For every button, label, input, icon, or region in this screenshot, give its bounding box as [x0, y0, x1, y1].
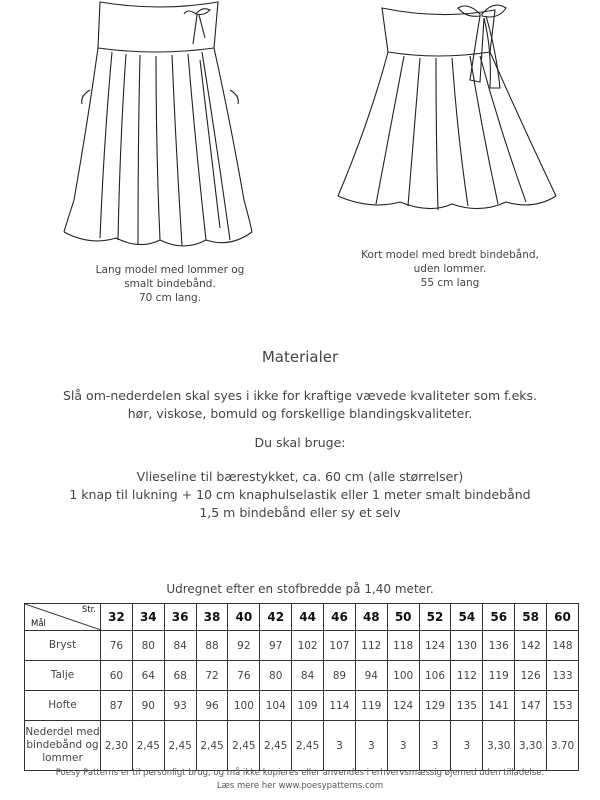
materials-intro: Slå om-nederdelen skal syes i ikke for kraftige vævede kvaliteter som f.eks. hør, viskose, bomuld og forskellige blandingskvaliteter. — [63, 388, 537, 421]
table-cell: 80 — [132, 631, 164, 661]
table-cell: 100 — [387, 661, 419, 691]
size-header: 38 — [196, 604, 228, 631]
row-label: Bryst — [25, 631, 101, 661]
table-cell: 100 — [228, 691, 260, 721]
table-cell: 64 — [132, 661, 164, 691]
table-cell: 2,45 — [132, 721, 164, 771]
measurement-row — [25, 691, 579, 721]
table-cell: 142 — [515, 631, 547, 661]
table-cell: 94 — [355, 661, 387, 691]
table-cell: 141 — [483, 691, 515, 721]
size-header-row — [25, 604, 579, 631]
left-illustration-caption: Lang model med lommer og smalt bindebånd. 70 cm lang. — [95, 264, 245, 304]
row-label: Nederdel med bindebånd og lommer — [25, 721, 101, 771]
footer — [0, 767, 600, 793]
table-cell: 124 — [419, 631, 451, 661]
table-cell: 2,45 — [260, 721, 292, 771]
table-cell: 89 — [324, 661, 356, 691]
table-cell: 84 — [292, 661, 324, 691]
table-cell: 2,45 — [164, 721, 196, 771]
table-cell: 135 — [451, 691, 483, 721]
size-header: 32 — [101, 604, 133, 631]
table-cell: 106 — [419, 661, 451, 691]
table-cell: 97 — [260, 631, 292, 661]
table-cell: 60 — [101, 661, 133, 691]
table-cell: 124 — [387, 691, 419, 721]
table-cell: 2,45 — [228, 721, 260, 771]
size-table — [24, 603, 579, 771]
size-header: 46 — [324, 604, 356, 631]
table-cell: 119 — [483, 661, 515, 691]
size-header: 36 — [164, 604, 196, 631]
table-cell: 84 — [164, 631, 196, 661]
materials-list — [0, 468, 600, 522]
use-heading: Du skal bruge: — [254, 435, 346, 450]
table-cell: 130 — [451, 631, 483, 661]
measurement-row — [25, 721, 579, 771]
long-skirt-illustration — [60, 0, 260, 255]
table-cell: 3,30 — [515, 721, 547, 771]
table-cell: 72 — [196, 661, 228, 691]
materials-item: 1 knap til lukning + 10 cm knaphulselastik eller 1 meter smalt bindebånd — [69, 487, 531, 502]
size-header: 50 — [387, 604, 419, 631]
size-header: 42 — [260, 604, 292, 631]
size-header: 48 — [355, 604, 387, 631]
size-header: 44 — [292, 604, 324, 631]
row-label: Hofte — [25, 691, 101, 721]
table-cell: 119 — [355, 691, 387, 721]
size-header: 40 — [228, 604, 260, 631]
size-header: 34 — [132, 604, 164, 631]
table-cell: 80 — [260, 661, 292, 691]
table-cell: 3.70 — [547, 721, 579, 771]
size-axis-label: Str. — [81, 605, 96, 615]
size-header: 58 — [515, 604, 547, 631]
table-cell: 3,30 — [483, 721, 515, 771]
table-cell: 102 — [292, 631, 324, 661]
measurement-row — [25, 661, 579, 691]
table-cell: 104 — [260, 691, 292, 721]
table-cell: 68 — [164, 661, 196, 691]
table-caption: Udregnet efter en stofbredde på 1,40 meter. — [166, 582, 434, 596]
table-cell: 107 — [324, 631, 356, 661]
table-cell: 2,45 — [292, 721, 324, 771]
table-cell: 148 — [547, 631, 579, 661]
table-cell: 2,30 — [101, 721, 133, 771]
materials-heading: Materialer — [261, 348, 339, 366]
website-notice: Læs mere her www.poesypatterns.com — [216, 781, 384, 791]
table-cell: 3 — [355, 721, 387, 771]
size-header: 54 — [451, 604, 483, 631]
table-cell: 147 — [515, 691, 547, 721]
table-cell: 3 — [387, 721, 419, 771]
table-cell: 109 — [292, 691, 324, 721]
size-header: 60 — [547, 604, 579, 631]
table-cell: 3 — [419, 721, 451, 771]
right-illustration-caption: Kort model med bredt bindebånd, uden lommer. 55 cm lang — [361, 249, 539, 289]
table-cell: 136 — [483, 631, 515, 661]
row-label: Talje — [25, 661, 101, 691]
table-cell: 118 — [387, 631, 419, 661]
table-cell: 3 — [451, 721, 483, 771]
copyright-notice: Poesy Patterns er til personligt brug, og må ikke kopieres eller anvendes i erhvervsmæssig øjemed uden tilladelse. — [55, 768, 545, 778]
table-cell: 133 — [547, 661, 579, 691]
short-skirt-illustration — [330, 0, 570, 225]
table-cell: 126 — [515, 661, 547, 691]
table-cell: 96 — [196, 691, 228, 721]
table-cell: 129 — [419, 691, 451, 721]
table-cell: 114 — [324, 691, 356, 721]
table-cell: 112 — [451, 661, 483, 691]
table-cell: 2,45 — [196, 721, 228, 771]
table-cell: 76 — [228, 661, 260, 691]
corner-cell — [25, 604, 101, 631]
table-cell: 3 — [324, 721, 356, 771]
materials-item: Vlieseline til bærestykket, ca. 60 cm (alle størrelser) — [136, 469, 464, 484]
table-cell: 92 — [228, 631, 260, 661]
table-cell: 153 — [547, 691, 579, 721]
measure-axis-label: Mål — [31, 619, 46, 629]
table-cell: 76 — [101, 631, 133, 661]
materials-item: 1,5 m bindebånd eller sy et selv — [199, 505, 401, 520]
size-header: 52 — [419, 604, 451, 631]
table-cell: 93 — [164, 691, 196, 721]
table-cell: 112 — [355, 631, 387, 661]
measurement-row — [25, 631, 579, 661]
table-cell: 87 — [101, 691, 133, 721]
size-header: 56 — [483, 604, 515, 631]
table-cell: 90 — [132, 691, 164, 721]
table-cell: 88 — [196, 631, 228, 661]
